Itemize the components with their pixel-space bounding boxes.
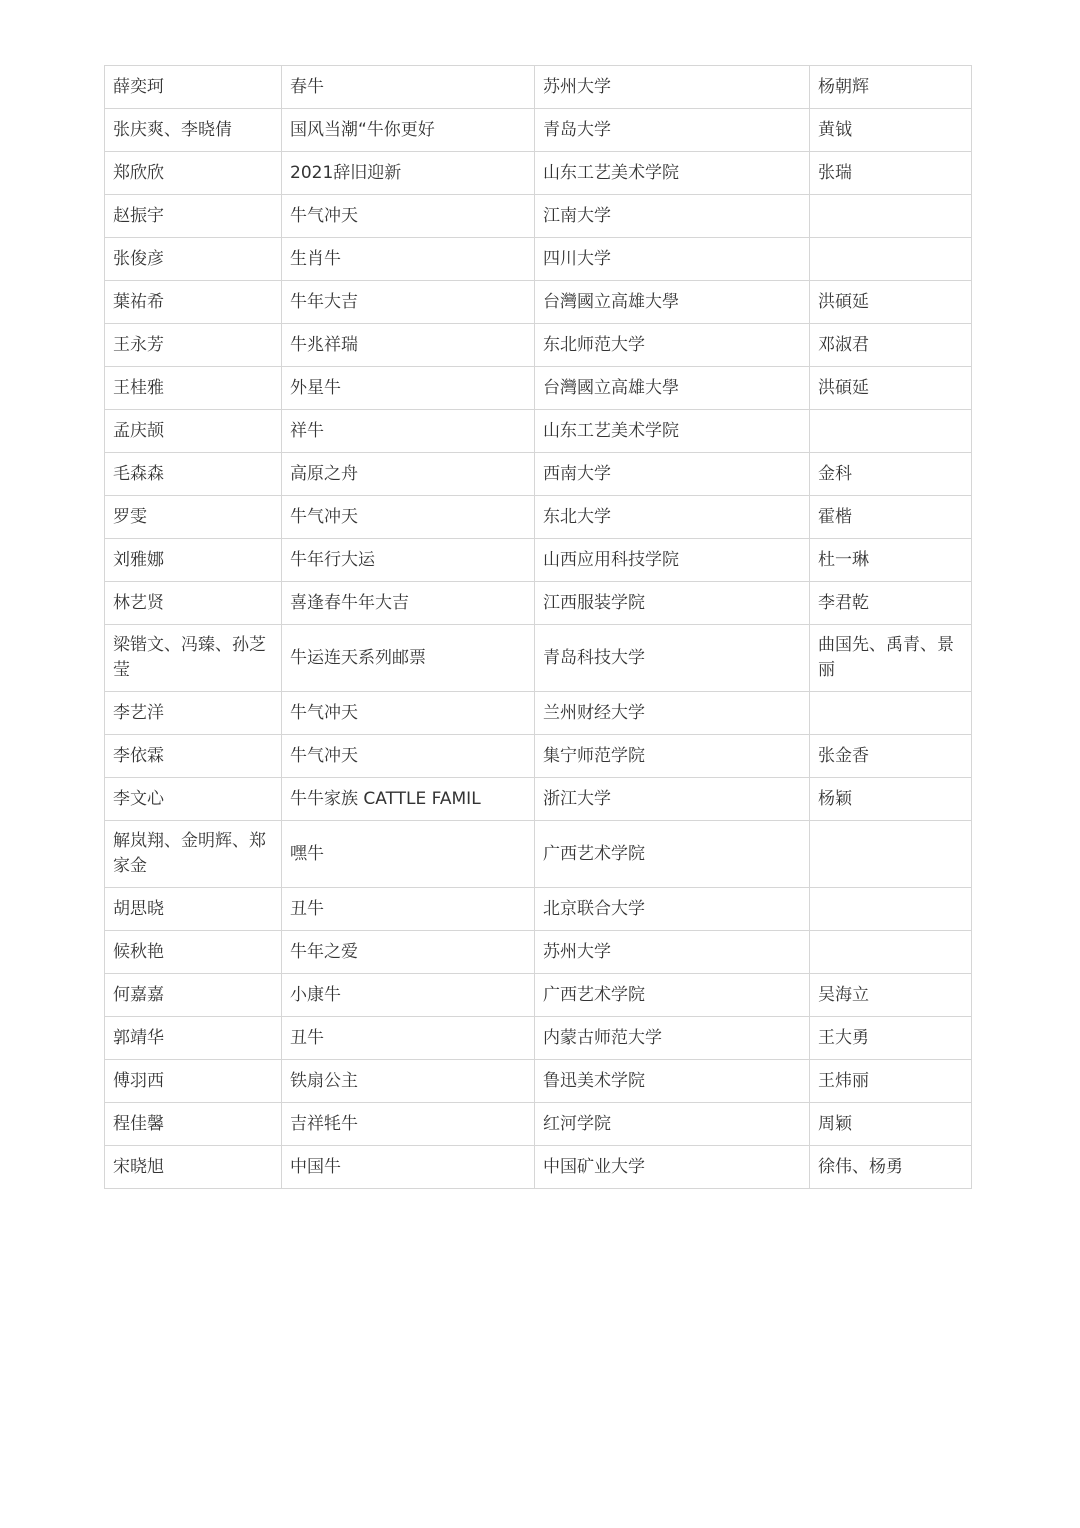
student-name-cell: 王桂雅	[105, 367, 282, 410]
school-cell: 西南大学	[535, 453, 810, 496]
work-title-cell: 牛年行大运	[282, 539, 535, 582]
school-cell: 兰州财经大学	[535, 692, 810, 735]
student-name-cell: 张俊彦	[105, 238, 282, 281]
school-cell: 台灣國立高雄大學	[535, 367, 810, 410]
student-name-cell: 罗雯	[105, 496, 282, 539]
school-cell: 青岛科技大学	[535, 625, 810, 692]
advisor-cell: 杜一琳	[810, 539, 972, 582]
student-name-cell: 梁锴文、冯臻、孙芝莹	[105, 625, 282, 692]
table-row	[105, 367, 972, 410]
table-row	[105, 582, 972, 625]
school-cell: 中国矿业大学	[535, 1146, 810, 1189]
student-name-cell: 李艺洋	[105, 692, 282, 735]
school-cell: 江西服装学院	[535, 582, 810, 625]
advisor-cell	[810, 931, 972, 974]
advisor-cell: 邓淑君	[810, 324, 972, 367]
advisor-cell	[810, 888, 972, 931]
work-title-cell: 祥牛	[282, 410, 535, 453]
advisor-cell: 洪碩延	[810, 281, 972, 324]
work-title-cell: 中国牛	[282, 1146, 535, 1189]
student-name-cell: 毛森森	[105, 453, 282, 496]
work-title-cell: 小康牛	[282, 974, 535, 1017]
student-name-cell: 李依霖	[105, 735, 282, 778]
table-row	[105, 66, 972, 109]
student-name-cell: 解岚翔、金明辉、郑家金	[105, 821, 282, 888]
advisor-cell: 曲国先、禹青、景丽	[810, 625, 972, 692]
table-row	[105, 539, 972, 582]
work-title-cell: 国风当潮“牛你更好	[282, 109, 535, 152]
table-row	[105, 625, 972, 692]
school-cell: 集宁师范学院	[535, 735, 810, 778]
work-title-cell: 铁扇公主	[282, 1060, 535, 1103]
student-name-cell: 刘雅娜	[105, 539, 282, 582]
advisor-cell: 金科	[810, 453, 972, 496]
student-name-cell: 葉祐希	[105, 281, 282, 324]
award-list-table	[104, 65, 972, 1189]
school-cell: 四川大学	[535, 238, 810, 281]
table-row	[105, 778, 972, 821]
advisor-cell: 李君乾	[810, 582, 972, 625]
advisor-cell: 洪碩延	[810, 367, 972, 410]
work-title-cell: 牛气冲天	[282, 692, 535, 735]
table-row	[105, 888, 972, 931]
school-cell: 苏州大学	[535, 931, 810, 974]
school-cell: 山东工艺美术学院	[535, 152, 810, 195]
advisor-cell	[810, 195, 972, 238]
work-title-cell: 牛年之爱	[282, 931, 535, 974]
school-cell: 红河学院	[535, 1103, 810, 1146]
student-name-cell: 郭靖华	[105, 1017, 282, 1060]
advisor-cell: 周颖	[810, 1103, 972, 1146]
table-row	[105, 496, 972, 539]
student-name-cell: 李文心	[105, 778, 282, 821]
table-row	[105, 821, 972, 888]
student-name-cell: 何嘉嘉	[105, 974, 282, 1017]
school-cell: 山东工艺美术学院	[535, 410, 810, 453]
table-row	[105, 1060, 972, 1103]
work-title-cell: 牛运连天系列邮票	[282, 625, 535, 692]
work-title-cell: 牛年大吉	[282, 281, 535, 324]
school-cell: 台灣國立高雄大學	[535, 281, 810, 324]
table-row	[105, 238, 972, 281]
table-row	[105, 195, 972, 238]
student-name-cell: 林艺贤	[105, 582, 282, 625]
work-title-cell: 生肖牛	[282, 238, 535, 281]
table-row	[105, 692, 972, 735]
student-name-cell: 胡思晓	[105, 888, 282, 931]
student-name-cell: 张庆爽、李晓倩	[105, 109, 282, 152]
table-row	[105, 281, 972, 324]
table-row	[105, 974, 972, 1017]
student-name-cell: 王永芳	[105, 324, 282, 367]
work-title-cell: 嘿牛	[282, 821, 535, 888]
work-title-cell: 牛气冲天	[282, 496, 535, 539]
advisor-cell: 张瑞	[810, 152, 972, 195]
work-title-cell: 2021辞旧迎新	[282, 152, 535, 195]
advisor-cell: 张金香	[810, 735, 972, 778]
table-row	[105, 152, 972, 195]
advisor-cell	[810, 692, 972, 735]
advisor-cell	[810, 410, 972, 453]
advisor-cell: 黄钺	[810, 109, 972, 152]
advisor-cell: 霍楷	[810, 496, 972, 539]
advisor-cell: 杨朝辉	[810, 66, 972, 109]
student-name-cell: 宋晓旭	[105, 1146, 282, 1189]
work-title-cell: 牛牛家族 CATTLE FAMIL	[282, 778, 535, 821]
work-title-cell: 高原之舟	[282, 453, 535, 496]
table-row	[105, 735, 972, 778]
work-title-cell: 春牛	[282, 66, 535, 109]
advisor-cell	[810, 238, 972, 281]
school-cell: 浙江大学	[535, 778, 810, 821]
work-title-cell: 喜逢春牛年大吉	[282, 582, 535, 625]
work-title-cell: 丑牛	[282, 888, 535, 931]
advisor-cell: 徐伟、杨勇	[810, 1146, 972, 1189]
table-row	[105, 324, 972, 367]
work-title-cell: 外星牛	[282, 367, 535, 410]
student-name-cell: 赵振宇	[105, 195, 282, 238]
student-name-cell: 郑欣欣	[105, 152, 282, 195]
student-name-cell: 程佳馨	[105, 1103, 282, 1146]
school-cell: 东北师范大学	[535, 324, 810, 367]
work-title-cell: 丑牛	[282, 1017, 535, 1060]
school-cell: 江南大学	[535, 195, 810, 238]
advisor-cell	[810, 821, 972, 888]
table-row	[105, 1017, 972, 1060]
work-title-cell: 牛气冲天	[282, 735, 535, 778]
school-cell: 山西应用科技学院	[535, 539, 810, 582]
school-cell: 东北大学	[535, 496, 810, 539]
table-row	[105, 453, 972, 496]
work-title-cell: 牛气冲天	[282, 195, 535, 238]
table-row	[105, 1103, 972, 1146]
school-cell: 鲁迅美术学院	[535, 1060, 810, 1103]
table-row	[105, 109, 972, 152]
student-name-cell: 薛奕珂	[105, 66, 282, 109]
work-title-cell: 牛兆祥瑞	[282, 324, 535, 367]
school-cell: 内蒙古师范大学	[535, 1017, 810, 1060]
advisor-cell: 王炜丽	[810, 1060, 972, 1103]
table-row	[105, 1146, 972, 1189]
work-title-cell: 吉祥牦牛	[282, 1103, 535, 1146]
student-name-cell: 孟庆颉	[105, 410, 282, 453]
table-row	[105, 931, 972, 974]
school-cell: 苏州大学	[535, 66, 810, 109]
school-cell: 青岛大学	[535, 109, 810, 152]
student-name-cell: 傅羽西	[105, 1060, 282, 1103]
student-name-cell: 候秋艳	[105, 931, 282, 974]
school-cell: 广西艺术学院	[535, 821, 810, 888]
advisor-cell: 吴海立	[810, 974, 972, 1017]
school-cell: 广西艺术学院	[535, 974, 810, 1017]
table-body	[105, 66, 972, 1189]
school-cell: 北京联合大学	[535, 888, 810, 931]
advisor-cell: 杨颖	[810, 778, 972, 821]
advisor-cell: 王大勇	[810, 1017, 972, 1060]
table-row	[105, 410, 972, 453]
